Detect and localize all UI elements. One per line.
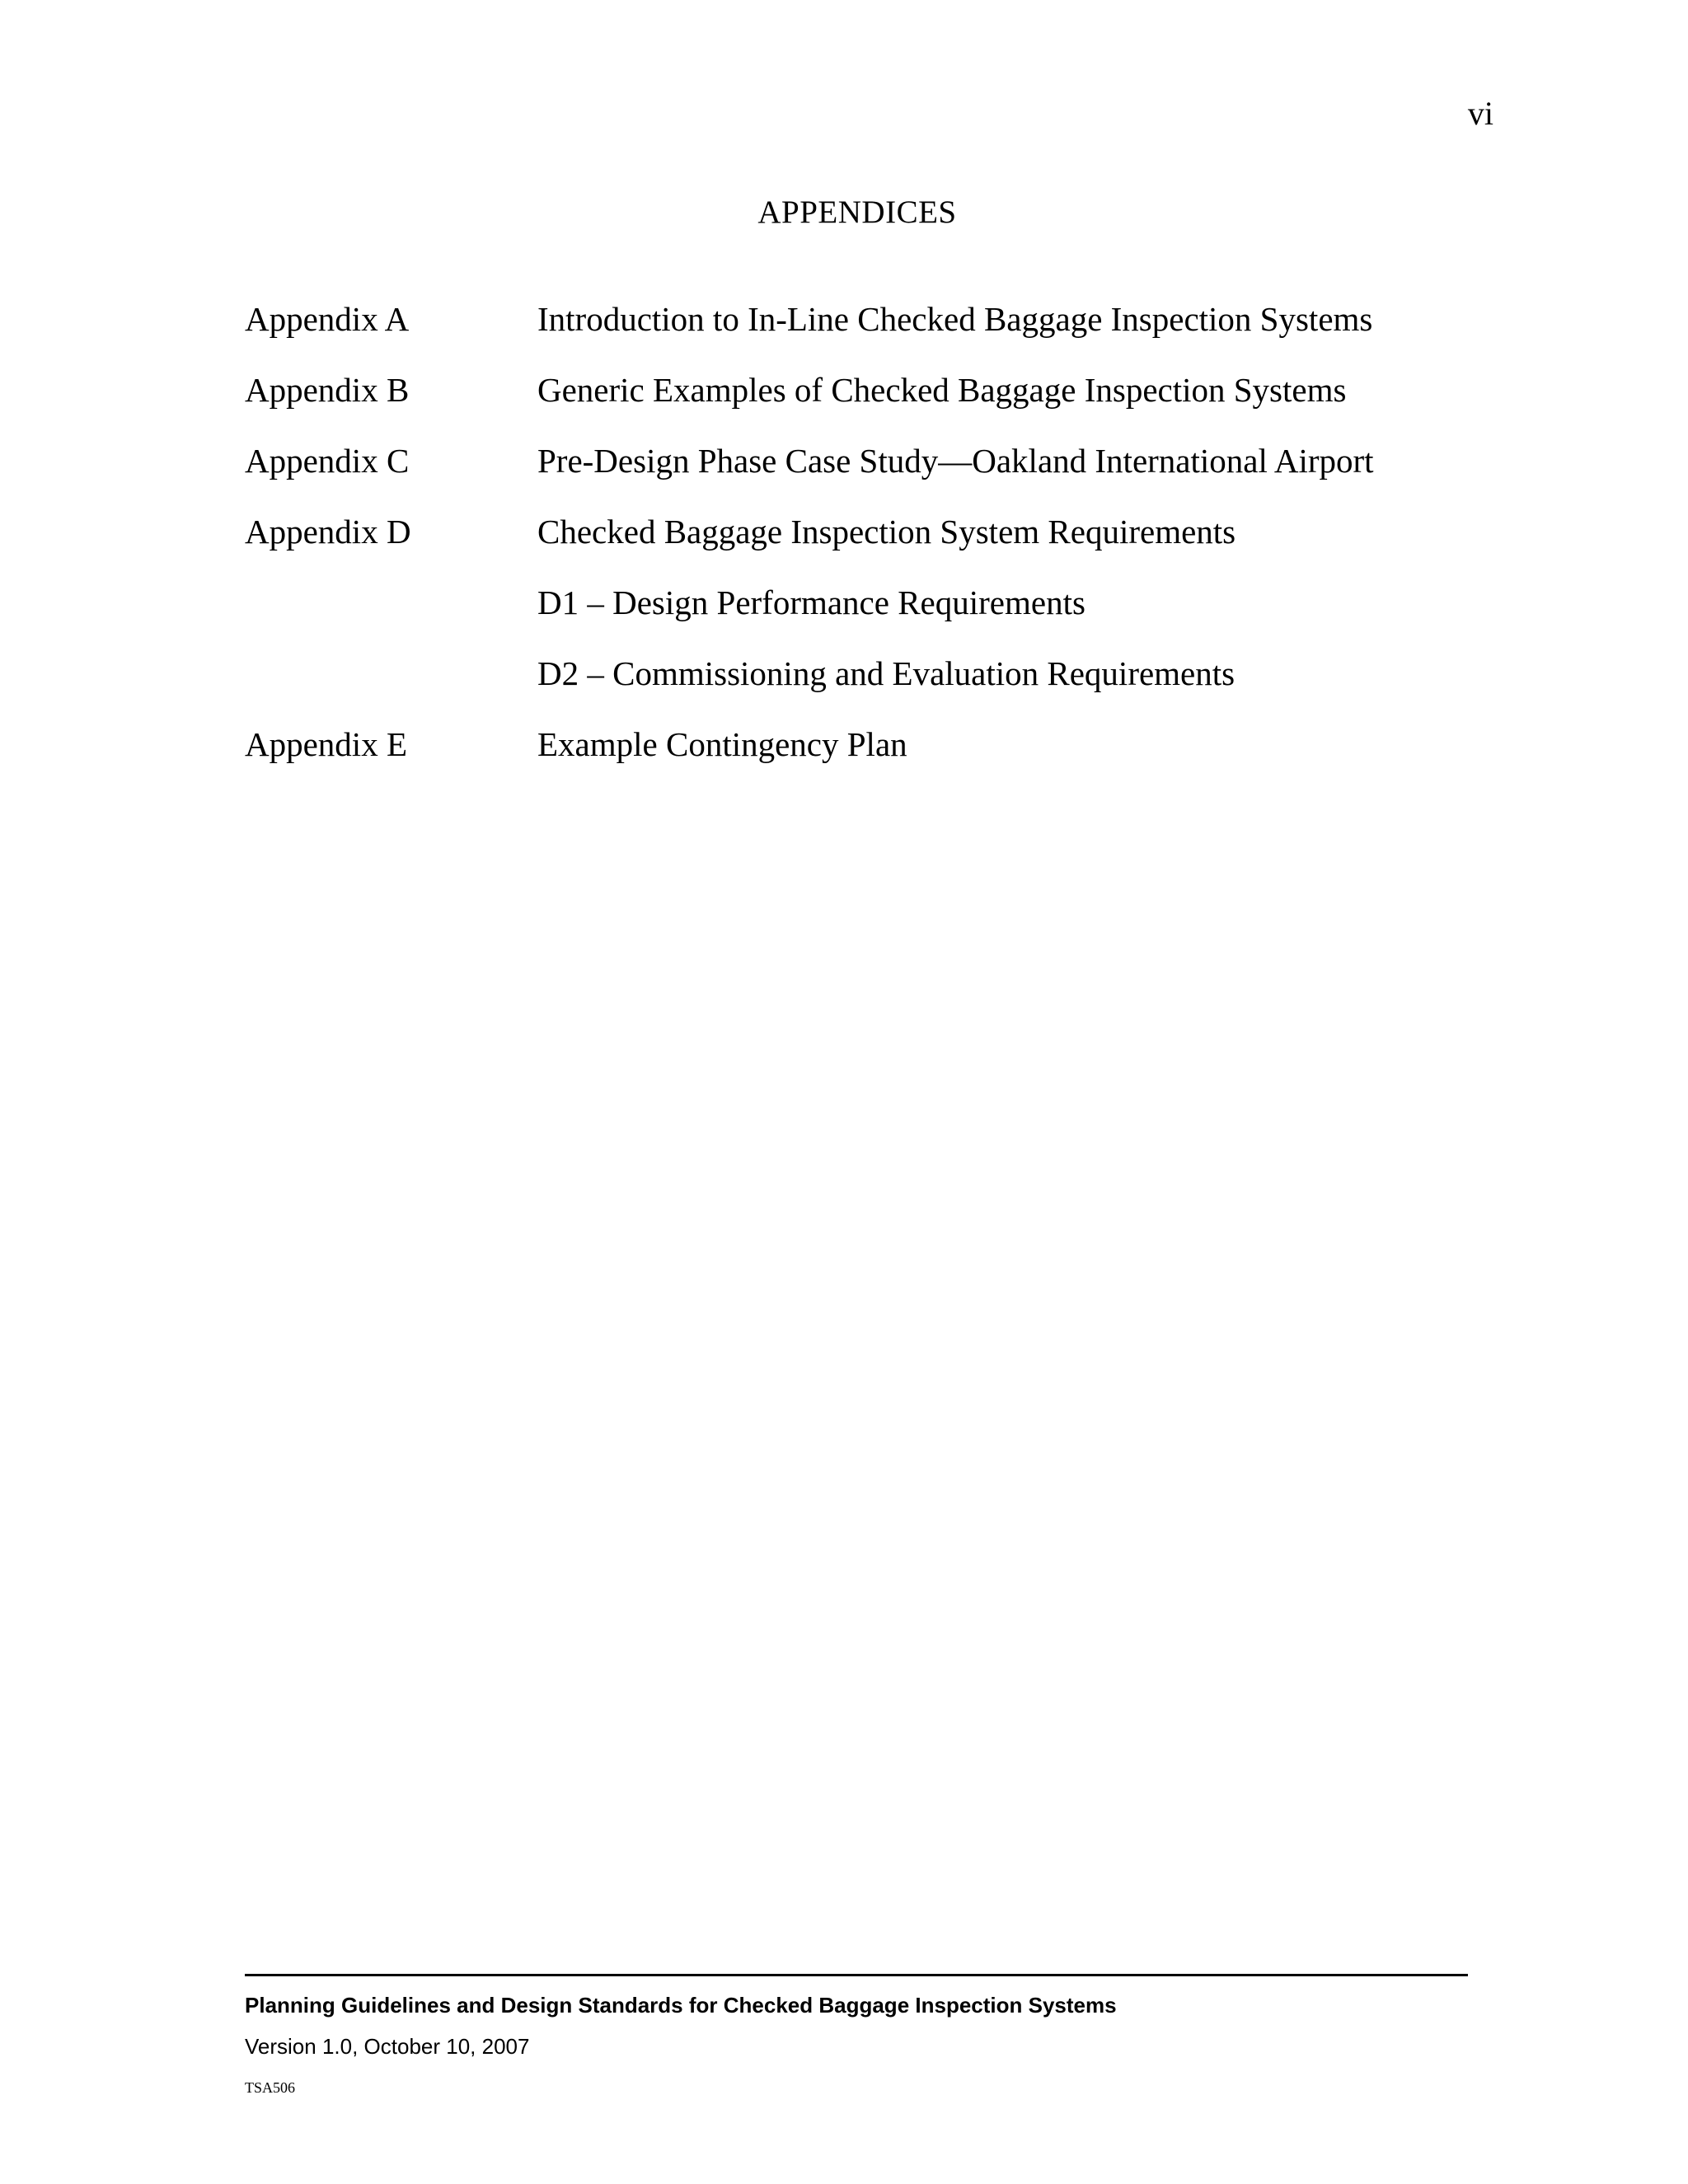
footer-version: Version 1.0, October 10, 2007 — [245, 2034, 530, 2059]
appendix-subtitle: D2 – Commissioning and Evaluation Requirements — [537, 654, 1236, 692]
appendix-row — [245, 722, 1465, 793]
appendix-row — [245, 509, 1465, 580]
appendix-subtitle: D1 – Design Performance Requirements — [537, 583, 1085, 621]
footer-divider — [245, 1974, 1468, 1976]
appendix-id: Appendix A — [245, 300, 410, 338]
appendix-sub-row — [245, 651, 1465, 722]
appendix-id: Appendix C — [245, 442, 410, 480]
footer-title: Planning Guidelines and Design Standards for Checked Baggage Inspection Systems — [245, 1993, 1117, 2018]
appendix-title: Introduction to In-Line Checked Baggage Inspection Systems — [537, 300, 1373, 338]
appendix-id: Appendix E — [245, 725, 407, 763]
appendix-row — [245, 438, 1465, 509]
appendix-title: Generic Examples of Checked Baggage Inspection Systems — [537, 371, 1347, 409]
appendix-row — [245, 297, 1465, 368]
page-number: vi — [1467, 95, 1493, 132]
appendix-list — [245, 297, 1465, 793]
appendix-title: Checked Baggage Inspection System Requirements — [537, 513, 1236, 551]
appendix-id: Appendix D — [245, 513, 411, 551]
appendix-title: Example Contingency Plan — [537, 725, 907, 763]
appendix-title: Pre-Design Phase Case Study—Oakland International Airport — [537, 442, 1374, 480]
appendix-sub-row — [245, 580, 1465, 651]
page-title: APPENDICES — [757, 194, 957, 230]
appendix-row — [245, 368, 1465, 438]
appendix-id: Appendix B — [245, 371, 410, 409]
footer-code: TSA506 — [245, 2079, 296, 2096]
